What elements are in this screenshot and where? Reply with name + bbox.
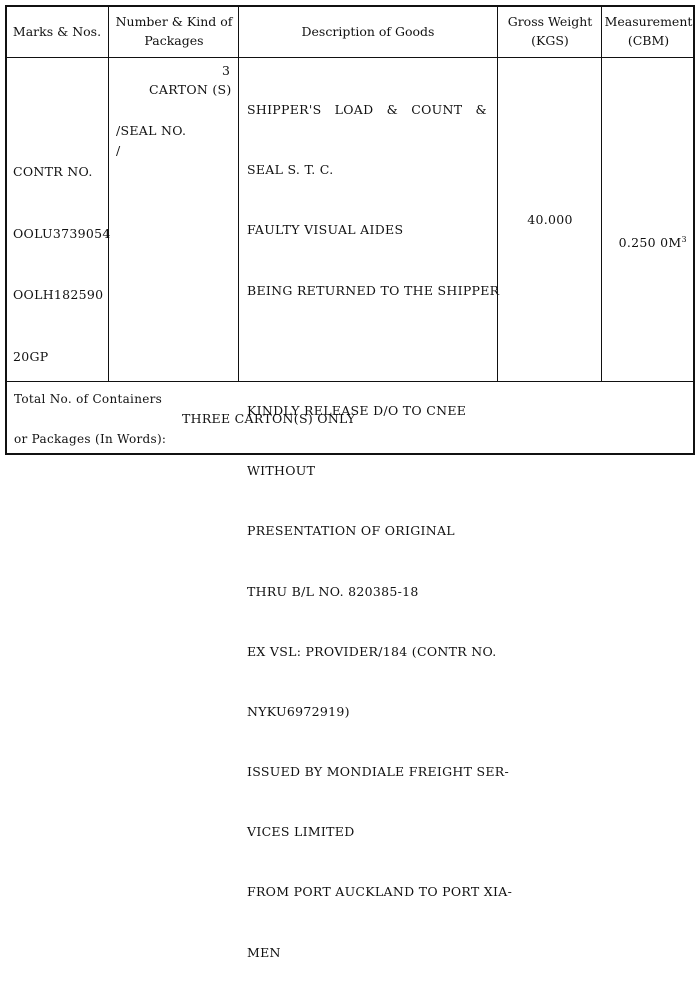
- header-measurement-line2: (CBM): [627, 33, 670, 48]
- description-word: &: [386, 102, 399, 117]
- marks-block: [13, 121, 111, 388]
- description-word: &: [475, 102, 487, 117]
- description-line: EX VSL: PROVIDER/184 (CONTR NO.: [247, 643, 497, 659]
- description-line: WITHOUT: [247, 463, 316, 479]
- description-line: KINDLY RELEASE D/O TO CNEE: [247, 402, 467, 418]
- marks-line: OOLH182590: [13, 287, 104, 302]
- total-in-words: THREE CARTON(S) ONLY: [182, 411, 356, 426]
- header-number-kind-line2: Packages: [144, 33, 204, 48]
- header-description: Description of Goods: [301, 24, 435, 39]
- header-gross-weight: [499, 12, 601, 50]
- description-line: FAULTY VISUAL AIDES: [247, 222, 404, 238]
- measurement-unit-exponent: 3: [681, 235, 687, 244]
- description-word: LOAD: [334, 102, 374, 117]
- description-line: NYKU6972919): [247, 703, 350, 719]
- column-divider-4: [601, 6, 602, 381]
- gross-weight-value: 40.000: [527, 212, 573, 227]
- header-gross-weight-line1: Gross Weight: [507, 14, 593, 29]
- description-block: [247, 60, 512, 983]
- package-unit: CARTON (S): [149, 82, 232, 97]
- packages-in-words-label: or Packages (In Words):: [14, 432, 167, 446]
- description-word: COUNT: [411, 102, 463, 117]
- description-word: SHIPPER'S: [247, 102, 322, 117]
- header-gross-weight-line2: (KGS): [531, 33, 569, 48]
- description-line: PRESENTATION OF ORIGINAL: [247, 523, 455, 539]
- measurement-number: 0.250 0M: [618, 235, 682, 251]
- marks-line: CONTR NO.: [13, 164, 93, 179]
- seal-slash: /: [116, 143, 121, 158]
- total-containers-label: Total No. of Containers: [14, 392, 163, 406]
- description-line: MEN: [247, 944, 281, 960]
- header-number-kind: [110, 12, 238, 50]
- description-spacer: [247, 341, 512, 361]
- header-measurement: [603, 12, 694, 50]
- marks-line: 20GP: [13, 348, 49, 364]
- description-line: BEING RETURNED TO THE SHIPPER: [247, 282, 500, 298]
- column-divider-2: [238, 6, 239, 381]
- header-number-kind-line1: Number & Kind of: [115, 14, 233, 29]
- description-line: ISSUED BY MONDIALE FREIGHT SER-: [247, 764, 510, 780]
- seal-label: /SEAL NO.: [116, 123, 187, 138]
- description-line: VICES LIMITED: [247, 824, 355, 840]
- header-measurement-line1: Measurement: [604, 14, 693, 29]
- header-divider: [6, 57, 694, 58]
- description-line: THRU B/L NO. 820385-18: [247, 583, 419, 599]
- measurement-value: [603, 210, 694, 253]
- description-line: FROM PORT AUCKLAND TO PORT XIA-: [247, 884, 513, 900]
- package-count: 3: [222, 63, 231, 78]
- description-line-1: [247, 100, 487, 120]
- description-line: SEAL S. T. C.: [247, 162, 334, 178]
- marks-line: OOLU3739054: [13, 225, 111, 241]
- header-marks: Marks & Nos.: [12, 24, 102, 39]
